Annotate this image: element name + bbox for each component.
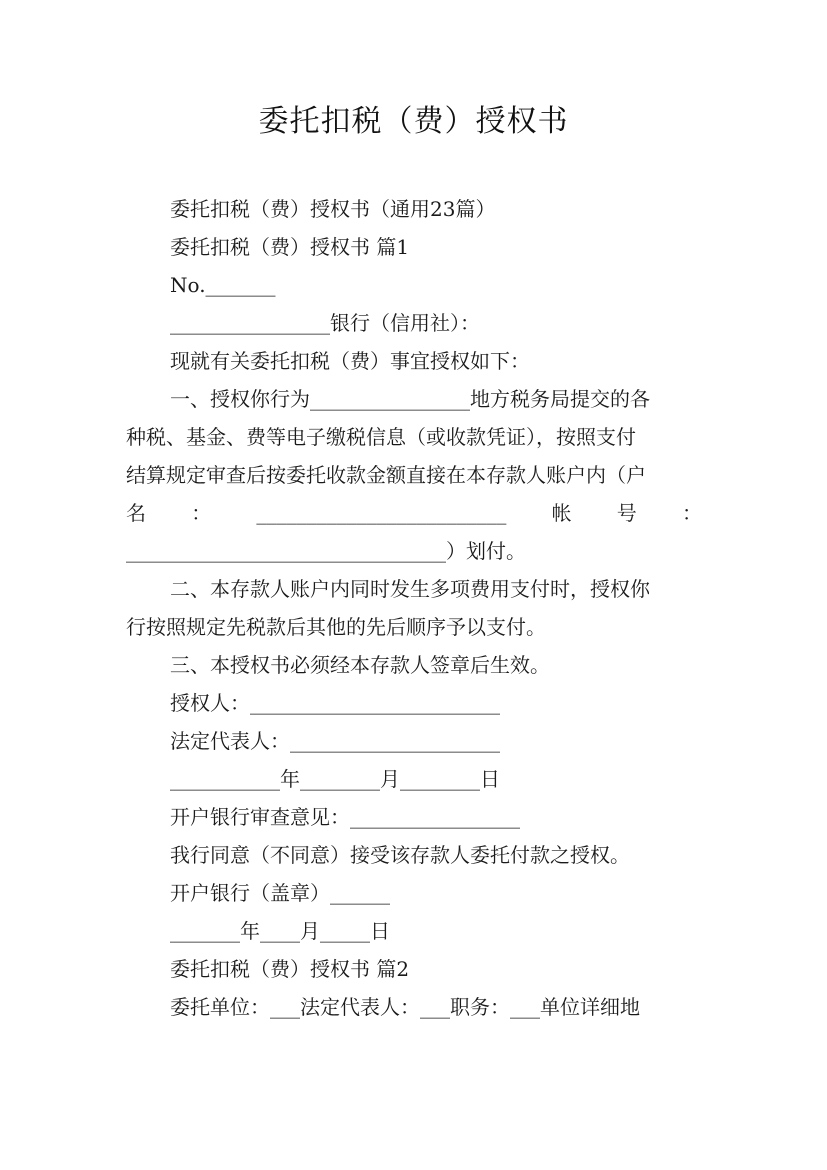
- justified-token: 帐: [551, 501, 572, 525]
- signature-line: 开户银行（盖章）______: [170, 881, 390, 905]
- document-body: [126, 190, 702, 1026]
- justified-token: 号: [616, 501, 637, 525]
- paragraph-line: 委托扣税（费）授权书 篇1: [170, 235, 410, 259]
- paragraph-line: 行按照规定先税款后其他的先后顺序予以支付。: [126, 615, 546, 639]
- signature-line: 法定代表人：_____________________: [170, 729, 500, 753]
- signature-line: 授权人：_________________________: [170, 691, 500, 715]
- paragraph-line: 现就有关委托扣税（费）事宜授权如下：: [170, 349, 530, 373]
- account-name-line: [126, 494, 702, 532]
- paragraph-line: No._______: [170, 273, 276, 297]
- justified-token: ：: [191, 501, 212, 525]
- date-line: ___________年________月________日: [170, 767, 500, 791]
- paragraph-line: 一、授权你行为________________地方税务局提交的各: [170, 387, 650, 411]
- document-title: 委托扣税（费）授权书: [258, 104, 569, 139]
- paragraph-line: ________________________________）划付。: [126, 539, 526, 563]
- paragraph-line: 委托扣税（费）授权书（通用23篇）: [170, 197, 496, 221]
- paragraph-line: ________________银行（信用社）：: [170, 311, 480, 335]
- date-line: _______年____月_____日: [170, 919, 390, 943]
- justified-token: 名: [126, 501, 146, 525]
- paragraph-line: 三、本授权书必须经本存款人签章后生效。: [170, 653, 550, 677]
- justified-token: ：: [681, 501, 702, 525]
- signature-line: 开户银行审查意见：_________________: [170, 805, 520, 829]
- paragraph-line: 种税、基金、费等电子缴税信息（或收款凭证），按照支付: [126, 425, 636, 449]
- section-heading: 委托扣税（费）授权书 篇2: [170, 957, 410, 981]
- paragraph-line: 二、本存款人账户内同时发生多项费用支付时，授权你: [170, 577, 650, 601]
- justified-token: _________________________: [256, 501, 507, 525]
- paragraph-line: 结算规定审查后按委托收款金额直接在本存款人账户内（户: [126, 463, 646, 487]
- paragraph-line: 委托单位：___法定代表人：___职务：___单位详细地: [170, 995, 640, 1019]
- paragraph-line: 我行同意（不同意）接受该存款人委托付款之授权。: [170, 843, 630, 867]
